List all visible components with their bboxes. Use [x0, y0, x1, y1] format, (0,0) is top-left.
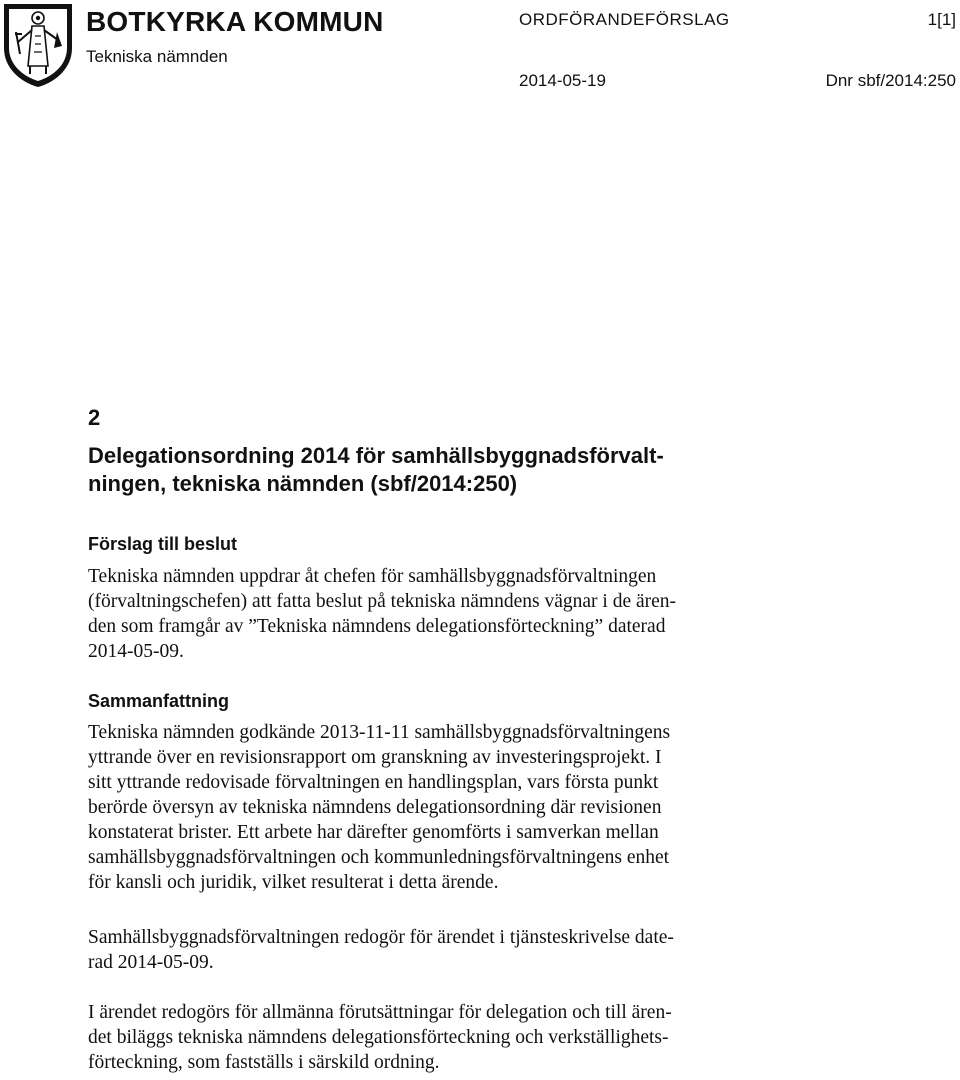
text-line: Tekniska nämnden uppdrar åt chefen för samhällsbyggnadsförvaltningen [88, 566, 657, 587]
proposal-heading: Förslag till beslut [88, 534, 238, 554]
title-line: Delegationsordning 2014 för samhällsbyggnadsförvalt- [88, 443, 664, 468]
document-type: ORDFÖRANDEFÖRSLAG [519, 10, 730, 29]
document-reference: Dnr sbf/2014:250 [825, 71, 956, 90]
text-line: det biläggs tekniska nämndens delegationsförteckning och verkställighets- [88, 1027, 669, 1048]
committee-name: Tekniska nämnden [86, 47, 228, 66]
text-line: Tekniska nämnden godkände 2013-11-11 samhällsbyggnadsförvaltningens [88, 722, 671, 743]
text-line: sitt yttrande redovisade förvaltningen en handlingsplan, vars första punkt [88, 772, 659, 793]
organization-name: BOTKYRKA KOMMUN [86, 6, 384, 37]
item-number: 2 [88, 405, 101, 430]
text-line: Samhällsbyggnadsförvaltningen redogör för ärendet i tjänsteskrivelse date- [88, 927, 674, 948]
text-line: 2014-05-09. [88, 641, 184, 662]
document-date: 2014-05-19 [519, 71, 606, 90]
text-line: samhällsbyggnadsförvaltningen och kommunledningsförvaltningens enhet [88, 847, 670, 868]
text-line: förteckning, som fastställs i särskild ordning. [88, 1052, 440, 1073]
text-line: (förvaltningschefen) att fatta beslut på tekniska nämndens vägnar i de ären- [88, 591, 677, 612]
text-line: I ärendet redogörs för allmänna förutsättningar för delegation och till ären- [88, 1002, 672, 1023]
page-number: 1[1] [927, 10, 956, 29]
text-line: för kansli och juridik, vilket resulterat i detta ärende. [88, 872, 499, 893]
summary-paragraph [88, 925, 808, 975]
text-line: yttrande över en revisionsrapport om granskning av investeringsprojekt. I [88, 747, 662, 768]
proposal-text [88, 564, 808, 664]
municipal-coat-of-arms-icon [2, 2, 74, 88]
text-line: rad 2014-05-09. [88, 952, 214, 973]
text-line: berörde översyn av tekniska nämndens delegationsordning där revisionen [88, 797, 662, 818]
text-line: konstaterat brister. Ett arbete har därefter genomförts i samverkan mellan [88, 822, 659, 843]
summary-paragraph [88, 720, 808, 895]
item-title [88, 442, 788, 498]
title-line: ningen, tekniska nämnden (sbf/2014:250) [88, 471, 518, 496]
text-line: den som framgår av ”Tekniska nämndens delegationsförteckning” daterad [88, 616, 666, 637]
summary-paragraph [88, 1000, 808, 1075]
summary-heading: Sammanfattning [88, 691, 230, 711]
